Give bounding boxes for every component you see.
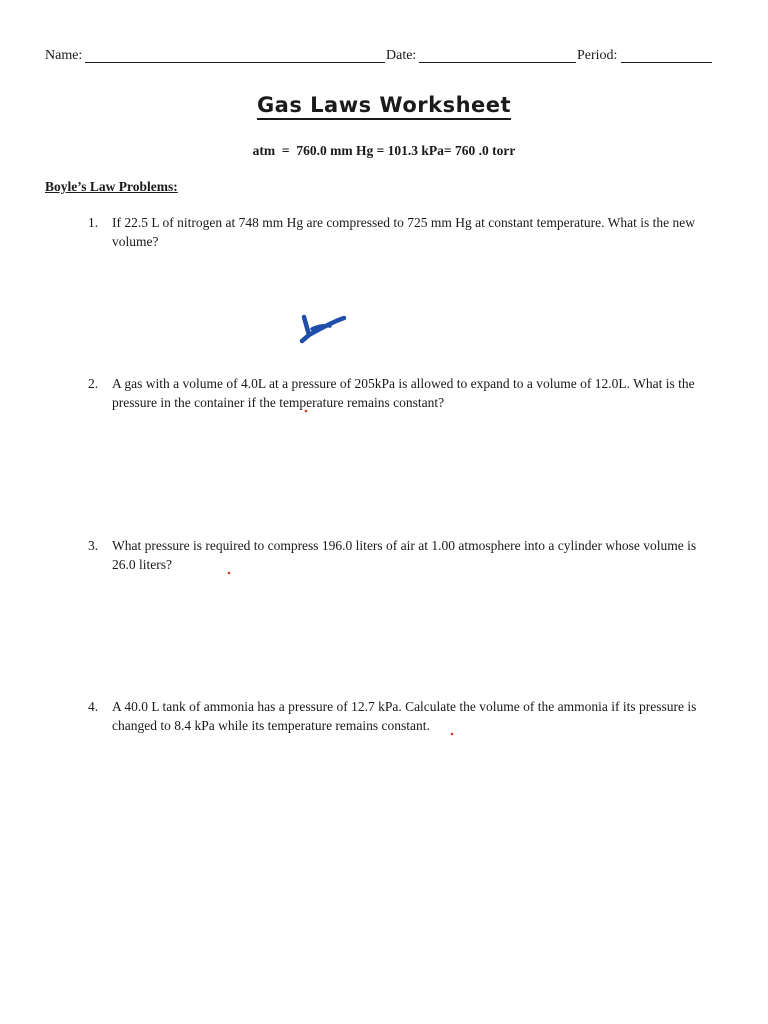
question-4: [88, 697, 718, 735]
checkmark-arrow-icon: [296, 310, 352, 350]
period-label: Period:: [577, 48, 618, 63]
question-3: [88, 536, 718, 574]
worksheet-title-text: Gas Laws Worksheet: [257, 93, 511, 120]
name-label: Name:: [45, 48, 83, 63]
question-text: A 40.0 L tank of ammonia has a pressure of 12.7 kPa. Calculate the volume of the ammonia if its pressure is changed to 8.4 kPa while its temperature remains constant.: [112, 699, 697, 733]
date-label: Date:: [386, 48, 417, 63]
question-1: [88, 213, 718, 251]
question-number: 2.: [88, 376, 99, 391]
red-speck-icon: [449, 731, 455, 737]
question-text: What pressure is required to compress 196.0 liters of air at 1.00 atmosphere into a cylinder whose volume is 26.0 liters?: [112, 538, 697, 572]
question-number: 3.: [88, 538, 99, 553]
question-text: If 22.5 L of nitrogen at 748 mm Hg are compressed to 725 mm Hg at constant temperature. What is the new volume?: [112, 215, 695, 249]
question-2: [88, 374, 718, 412]
question-number: 4.: [88, 699, 99, 714]
student-info-header: [45, 47, 715, 67]
period-field[interactable]: [621, 62, 712, 63]
worksheet-title: [0, 91, 768, 119]
section-heading: Boyle’s Law Problems:: [45, 179, 178, 194]
date-field[interactable]: [419, 62, 576, 63]
red-speck-icon: [226, 570, 232, 576]
question-text: A gas with a volume of 4.0L at a pressure of 205kPa is allowed to expand to a volume of 12.0L. What is the pressure in the container if the temperature remains constant?: [112, 376, 695, 410]
name-field[interactable]: [85, 62, 385, 63]
red-speck-icon: [303, 408, 309, 414]
units-conversion-line: atm = 760.0 mm Hg = 101.3 kPa= 760 .0 torr: [252, 143, 516, 158]
question-number: 1.: [88, 215, 99, 230]
